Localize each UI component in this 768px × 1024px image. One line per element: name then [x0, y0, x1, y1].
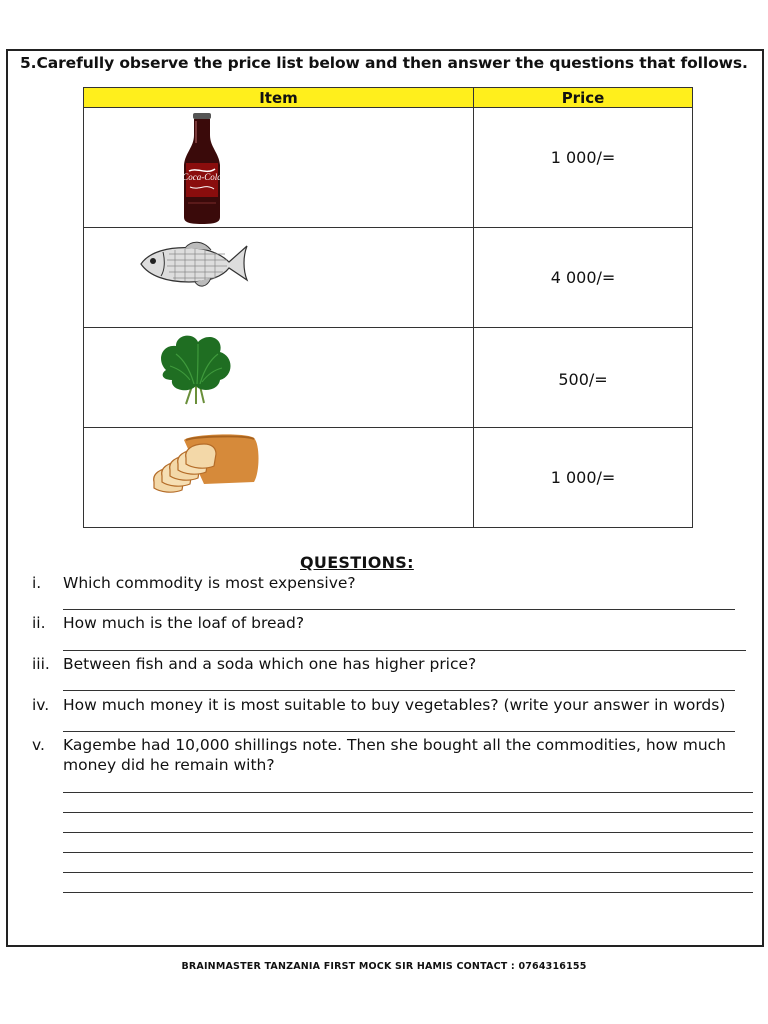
question-number: iii. — [32, 655, 50, 673]
question-text-continued: money did he remain with? — [63, 756, 275, 774]
answer-line[interactable] — [63, 812, 753, 813]
question-item — [32, 695, 752, 715]
bottle-label: Coca-Cola — [182, 172, 222, 182]
page-footer: BRAINMASTER TANZANIA FIRST MOCK SIR HAMIS CONTACT : 0764316155 — [181, 961, 587, 972]
item-column-header: Item — [84, 88, 474, 108]
answer-line[interactable] — [63, 731, 735, 732]
price-table — [83, 87, 693, 528]
question-text: How much is the loaf of bread? — [63, 614, 305, 632]
question-heading: 5.Carefully observe the price list below and then answer the questions that follows. — [20, 54, 748, 72]
question-text: Kagembe had 10,000 shillings note. Then she bought all the commodities, how much — [63, 736, 726, 754]
price-column-header: Price — [474, 88, 693, 108]
table-row — [84, 228, 693, 328]
question-text: How much money it is most suitable to buy vegetables? (write your answer in words) — [63, 696, 726, 714]
table-row — [84, 328, 693, 428]
soda-bottle-icon — [179, 113, 225, 225]
question-item — [32, 613, 752, 633]
questions-title: QUESTIONS: — [300, 553, 414, 572]
table-row — [84, 108, 693, 228]
question-number: iv. — [32, 696, 50, 714]
question-text: Which commodity is most expensive? — [63, 574, 356, 592]
vegetables-icon — [156, 330, 236, 406]
item-cell — [84, 328, 474, 428]
price-value: 1 000/= — [550, 468, 616, 487]
item-cell — [84, 428, 474, 528]
question-number: ii. — [32, 614, 46, 632]
answer-line[interactable] — [63, 852, 753, 853]
bread-loaf-icon — [150, 432, 262, 496]
question-number: i. — [32, 574, 42, 592]
answer-line[interactable] — [63, 690, 735, 691]
answer-line[interactable] — [63, 892, 753, 893]
item-cell — [84, 108, 474, 228]
answer-line[interactable] — [63, 609, 735, 610]
question-item — [32, 654, 752, 674]
answer-line[interactable] — [63, 650, 746, 651]
table-row — [84, 428, 693, 528]
price-cell — [474, 328, 693, 428]
question-number: v. — [32, 736, 45, 754]
price-cell — [474, 428, 693, 528]
item-cell — [84, 228, 474, 328]
question-item — [32, 735, 752, 775]
price-cell — [474, 228, 693, 328]
question-text: Between fish and a soda which one has higher price? — [63, 655, 477, 673]
price-value: 1 000/= — [550, 148, 616, 167]
answer-line[interactable] — [63, 792, 753, 793]
answer-line[interactable] — [63, 872, 753, 873]
price-value: 4 000/= — [550, 268, 616, 287]
price-value: 500/= — [558, 370, 608, 389]
price-cell — [474, 108, 693, 228]
question-item — [32, 573, 752, 593]
answer-line[interactable] — [63, 832, 753, 833]
fish-icon — [139, 238, 251, 290]
